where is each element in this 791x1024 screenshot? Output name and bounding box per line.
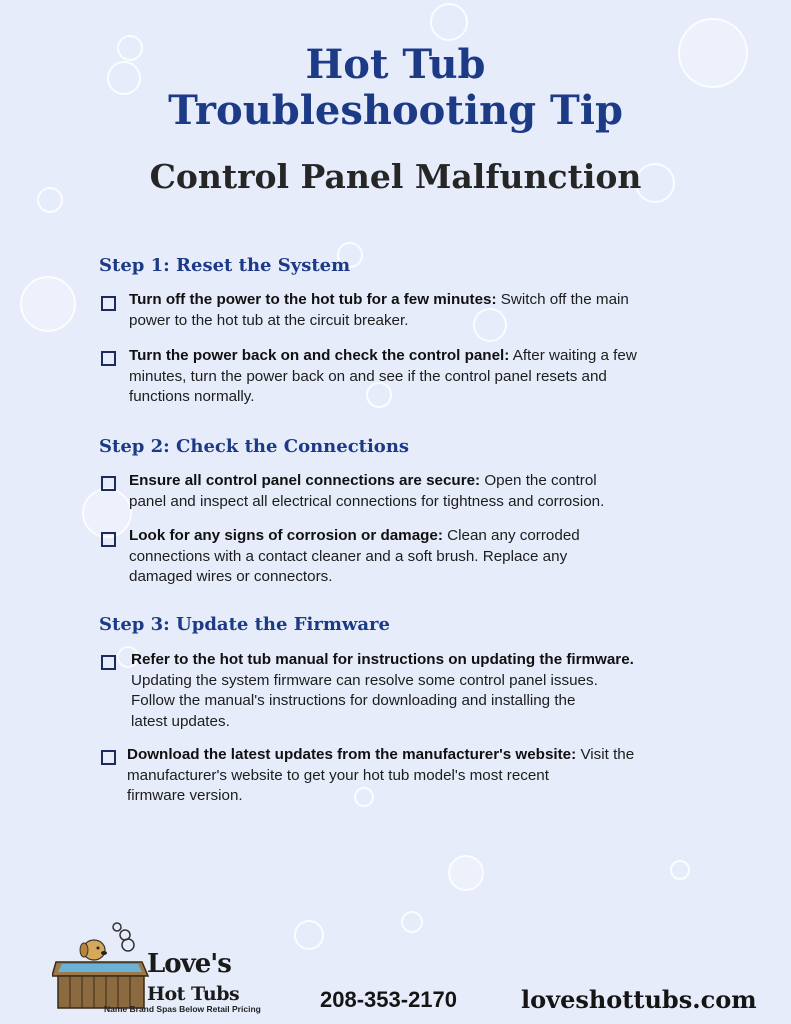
logo-wordmark-line1: Love's [147, 949, 231, 979]
step-1-heading: Step 1: Reset the System [99, 255, 351, 276]
item-text-line: Open the control [484, 472, 597, 489]
page-title-line2: Troubleshooting Tip [168, 87, 623, 134]
website-link[interactable]: loveshottubs.com [521, 985, 757, 1014]
item-bold-label: Ensure all control panel connections are secure: [129, 472, 481, 489]
item-text-line: damaged wires or connectors. [129, 568, 333, 585]
checkbox-icon[interactable] [101, 655, 116, 670]
item-text-line: After waiting a few [512, 347, 637, 364]
checklist-item-text [129, 471, 729, 512]
checkbox-icon[interactable] [101, 750, 116, 765]
item-text-line: Updating the system firmware can resolve some control panel issues. [131, 671, 598, 689]
checklist-item-text [129, 346, 729, 408]
item-bold-label: Refer to the hot tub manual for instructions on updating the firmware. [131, 651, 634, 668]
item-text-line: firmware version. [127, 787, 243, 804]
item-text-line: manufacturer's website to get your hot tub model's most recent [127, 766, 549, 784]
page-title-line1: Hot Tub [305, 41, 486, 88]
item-text-line: functions normally. [129, 388, 255, 405]
checkbox-icon[interactable] [101, 476, 116, 491]
item-bold-label: Download the latest updates from the manufacturer's website: [127, 746, 577, 763]
checklist-item-text [127, 745, 737, 807]
item-bold-label: Turn off the power to the hot tub for a few minutes: [129, 291, 497, 308]
checklist-item-text [129, 526, 729, 588]
phone-number[interactable]: 208-353-2170 [320, 987, 458, 1012]
item-bold-label: Turn the power back on and check the control panel: [129, 347, 510, 364]
checkbox-icon[interactable] [101, 532, 116, 547]
page-subtitle: Control Panel Malfunction [149, 157, 642, 196]
item-text-line: Visit the [580, 746, 635, 763]
item-text-line: Clean any corroded [447, 527, 580, 544]
step-2-heading: Step 2: Check the Connections [99, 436, 410, 457]
item-text-line: connections with a contact cleaner and a soft brush. Replace any [129, 547, 568, 565]
logo-wordmark-line2: Hot Tubs [147, 983, 240, 1005]
item-text-line: Switch off the main [500, 291, 629, 308]
checklist-item-text [131, 650, 741, 732]
item-text-line: power to the hot tub at the circuit breaker. [129, 311, 409, 329]
item-text-line: minutes, turn the power back on and see if the control panel resets and [129, 367, 607, 385]
logo-tagline: Name Brand Spas Below Retail Pricing [104, 1004, 261, 1014]
item-text-line: Follow the manual's instructions for downloading and installing the [131, 692, 576, 709]
step-3-heading: Step 3: Update the Firmware [99, 614, 390, 635]
checklist-item-text [129, 290, 729, 331]
item-text-line: panel and inspect all electrical connections for tightness and corrosion. [129, 492, 605, 510]
checkbox-icon[interactable] [101, 296, 116, 311]
item-bold-label: Look for any signs of corrosion or damage: [129, 527, 443, 544]
item-text-line: latest updates. [131, 712, 230, 730]
checkbox-icon[interactable] [101, 351, 116, 366]
